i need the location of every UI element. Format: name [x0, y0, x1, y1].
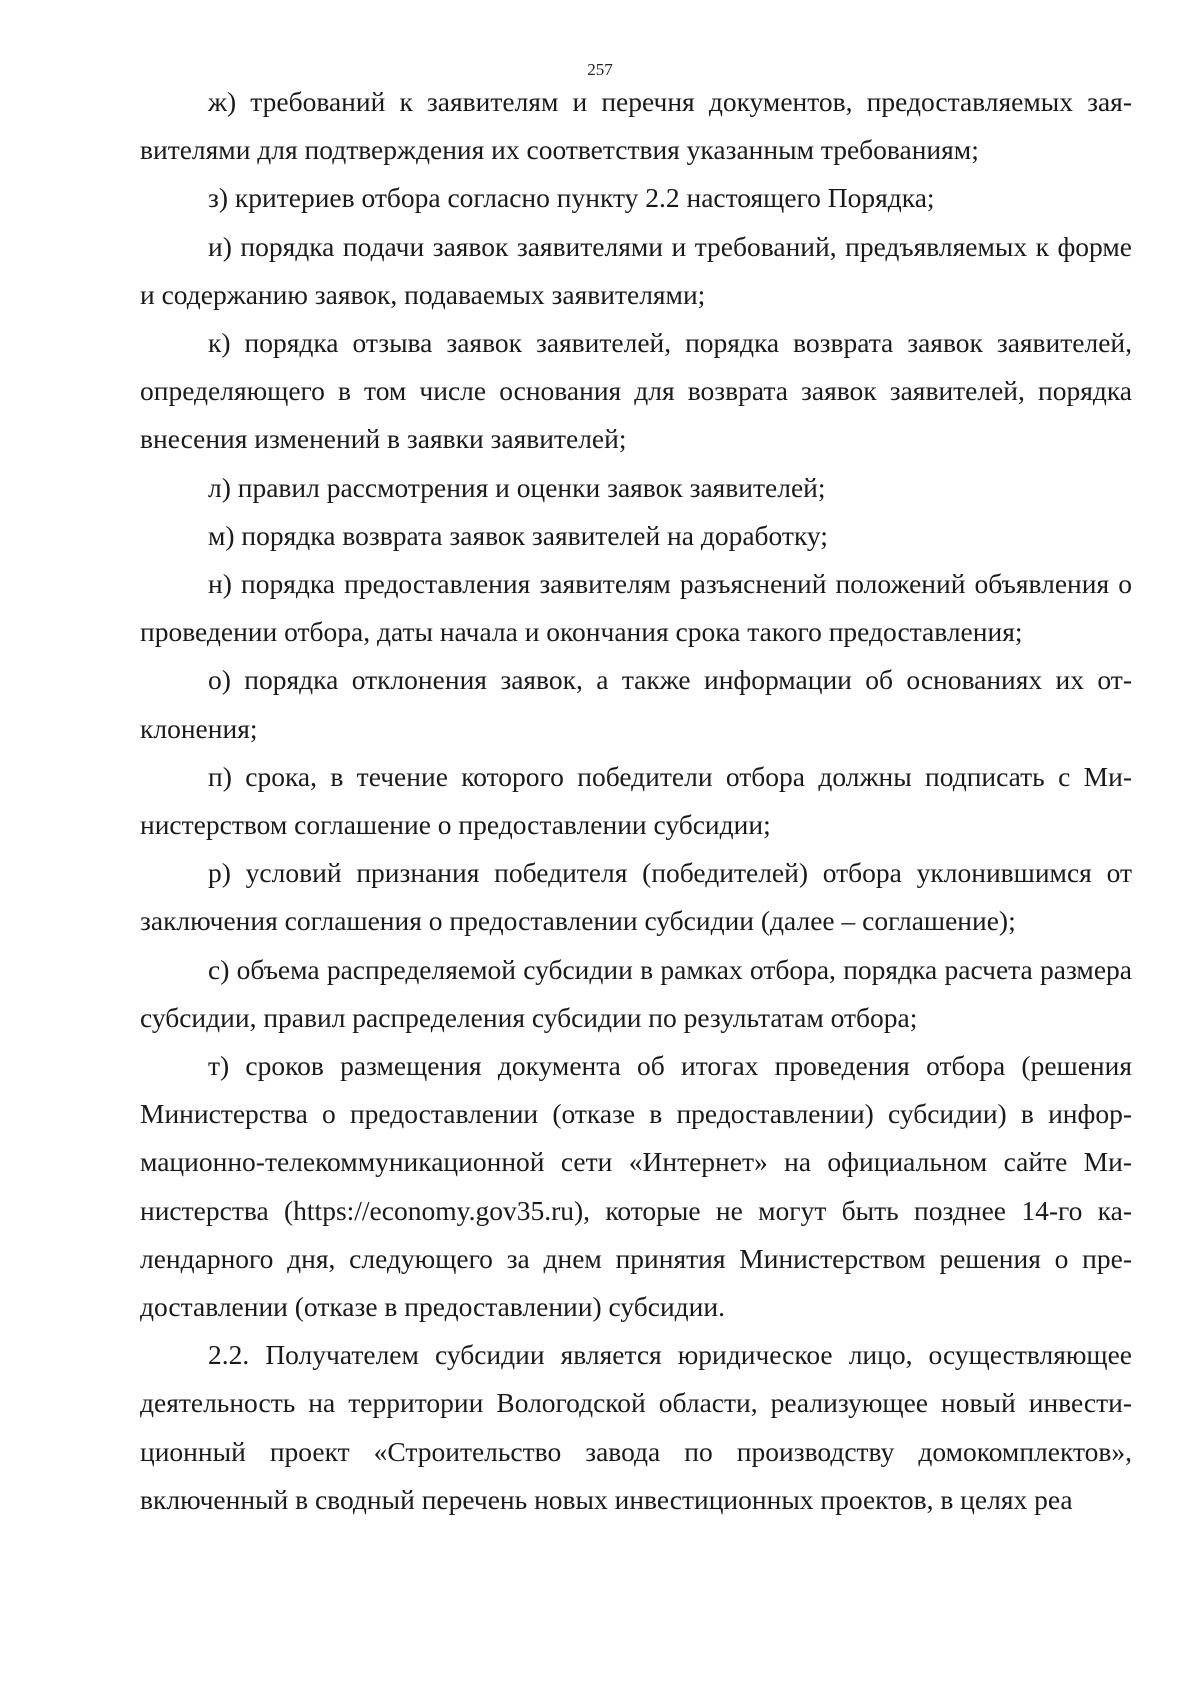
- paragraph-z: з) критериев отбора согласно пункту 2.2 настоящего Порядка;: [208, 182, 935, 214]
- paragraph-l: л) правил рассмотрения и оценки заявок заявителей;: [208, 471, 826, 503]
- paragraph-t: т) сроков размещения документа об итогах проведения отбора (решения Министерства о предоставлении (отказе в предоставлении) субсидии) в информационно-телекоммуникационной сети «Интернет» на официальном сайте Министерства (https://economy.gov35.ru), которые не могут быть позднее 14-го календарного дня, следующего за днем принятия Министерством решения о предоставлении (отказе в предоставлении) субсидии.: [140, 1050, 1132, 1323]
- paragraph-p: п) срока, в течение которого победители отбора должны подписать с Министерством соглашение о предоставлении субсидии;: [140, 760, 1132, 841]
- paragraph-i: и) порядка подачи заявок заявителями и требований, предъявляемых к форме и содержанию заявок, подаваемых заявителями;: [140, 230, 1132, 310]
- paragraph-s: с) объема распределяемой субсидии в рамках отбора, порядка расчета размера субсидии, правил распределения субсидии по результатам отбора;: [140, 953, 1132, 1033]
- paragraph-k: к) порядка отзыва заявок заявителей, порядка возврата заявок заявителей, определяющего в том числе основания для возврата заявок заявителей, порядка внесения изменений в заявки заявителей;: [140, 327, 1132, 455]
- paragraph-o: о) порядка отклонения заявок, а также информации об основаниях их отклонения;: [140, 664, 1132, 744]
- paragraph-n: н) порядка предоставления заявителям разъяснений положений объявления о проведении отбора, даты начала и окончания срока такого предоставления;: [140, 568, 1132, 648]
- document-body: [140, 78, 1132, 1524]
- paragraph-zh: ж) требований к заявителям и перечня документов, предоставляемых заявителями для подтверждения их соответствия указанным требованиям;: [140, 86, 1132, 166]
- paragraph-r: р) условий признания победителя (победителей) отбора уклонившимся от заключения соглашения о предоставлении субсидии (далее – соглашение);: [140, 857, 1132, 937]
- paragraph-m: м) порядка возврата заявок заявителей на доработку;: [208, 519, 828, 551]
- page-number: 257: [587, 60, 613, 79]
- paragraph-2-2: 2.2. Получателем субсидии является юридическое лицо, осуществляющее деятельность на территории Вологодской области, реализующее новый инвестиционный проект «Строительство завода по производству домокомплектов», включенный в сводный перечень новых инвестиционных проектов, в целях реа: [140, 1339, 1132, 1515]
